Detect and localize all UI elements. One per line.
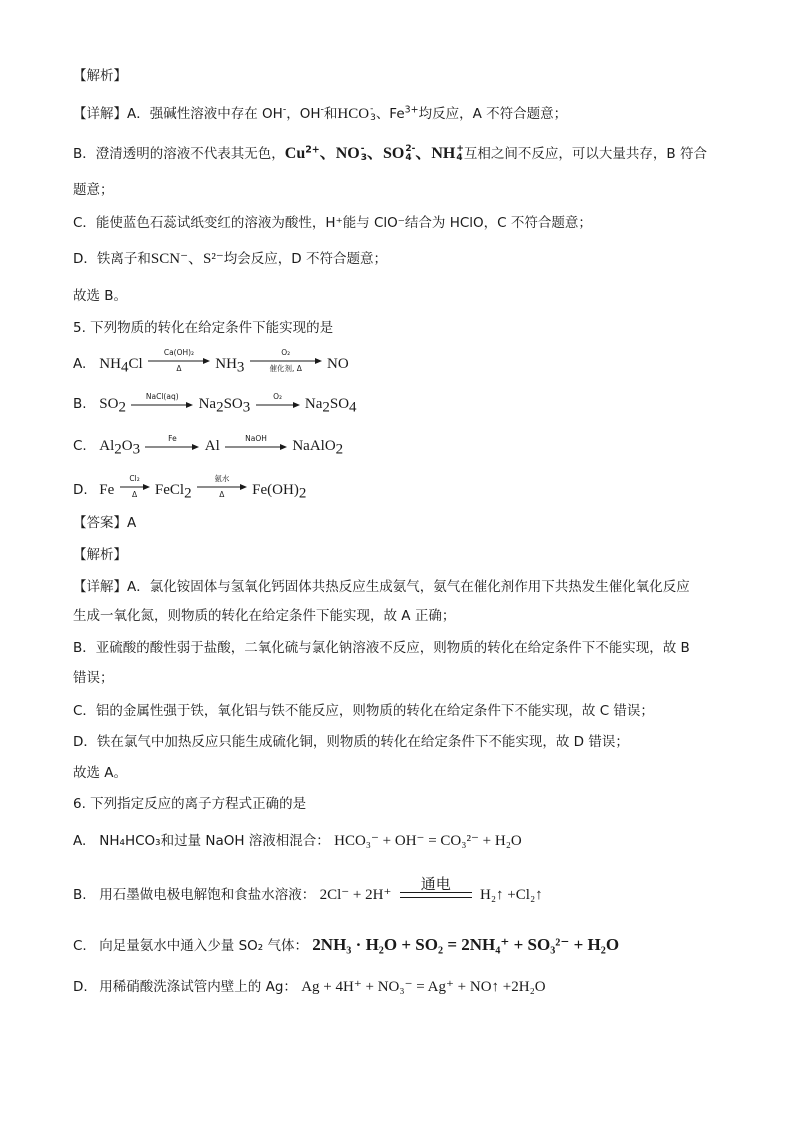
reaction-arrow: NaOH: [225, 435, 287, 451]
q4-detail-c: C．能使蓝色石蕊试纸变红的溶液为酸性，H⁺能与 ClO⁻结合为 HClO，C 不符合题意；: [73, 215, 592, 231]
q6-option-d: D. 用稀硝酸洗涤试管内壁上的 Ag： Ag + 4H⁺ + NO₃⁻ = Ag⁺ + NO↑ +2H₂O: [73, 979, 546, 995]
reaction-arrow: NaCl(aq): [131, 393, 193, 409]
q5-detail-d: D．铁在氯气中加热反应只能生成硫化铜，则物质的转化在给定条件下不能实现，故 D 错误；: [73, 734, 629, 750]
reaction-arrow: Cl₂ Δ: [120, 475, 150, 499]
q5-jiexi-label: 【解析】: [73, 547, 127, 563]
electrolysis-condition: 通电: [400, 876, 472, 898]
q5-option-c: C. $Al_2O_3$ Fe Al NaOH NaAlO$_2$: [73, 434, 344, 458]
q4-detail-b: B．澄清透明的溶液不代表其无色，$Cu^{2+}$、NO - 3 、SO 2- 4 、NH + 4 互相之间不反应，可以大量共存，B 符合: [73, 144, 707, 163]
reaction-arrow: O₂: [256, 393, 300, 409]
q6-option-b: B. 用石墨做电极电解饱和食盐水溶液： 2Cl⁻ + 2H⁺ 通电 H₂↑ +Cl₂↑: [73, 875, 543, 903]
q4-choose: 故选 B。: [73, 288, 128, 304]
q5-detail-b-1: B．亚硫酸的酸性弱于盐酸，二氧化硫与氯化钠溶液不反应，则物质的转化在给定条件下不能实现，故 B: [73, 640, 690, 656]
q5-option-b: B. $SO_2$ NaCl(aq) $Na_2SO_3$ O₂ $Na_2SO_4$: [73, 392, 357, 416]
q4-jiexi-label: 【解析】: [73, 68, 127, 84]
reaction-arrow: O₂ 催化剂, Δ: [250, 349, 322, 373]
q5-option-d: D. Fe Cl₂ Δ FeCl$_2$ 氨水 Δ $Fe(OH)_2$: [73, 474, 307, 502]
q5-answer: 【答案】A: [73, 515, 137, 531]
reaction-arrow: Fe: [145, 435, 199, 451]
q4-detail-b-cont: 题意；: [73, 182, 114, 198]
q5-detail-a-2: 生成一氧化氮，则物质的转化在给定条件下能实现，故 A 正确；: [73, 608, 456, 624]
q6-option-c: C. 向足量氨水中通入少量 SO₂ 气体： 2NH₃ · H₂O + SO₂ = 2NH₄⁺ + SO₃²⁻ + H₂O: [73, 935, 620, 954]
q6-stem: 6. 下列指定反应的离子方程式正确的是: [73, 796, 307, 812]
q5-detail-b-2: 错误；: [73, 670, 114, 686]
q4-detail-a: 【详解】A．强碱性溶液中存在 OH-，OH-和HCO - 3 、$Fe^{3+}$均反应，A 不符合题意；: [73, 104, 568, 123]
q5-detail-c: C．铝的金属性强于铁，氧化铝与铁不能反应，则物质的转化在给定条件下不能实现，故 C 错误；: [73, 703, 654, 719]
reaction-arrow: Ca(OH)₂ Δ: [148, 349, 210, 373]
q5-choose: 故选 A。: [73, 765, 128, 781]
reaction-arrow: 氨水 Δ: [197, 475, 247, 499]
q5-stem: 5. 下列物质的转化在给定条件下能实现的是: [73, 320, 334, 336]
q6-option-a: A. NH₄HCO₃和过量 NaOH 溶液相混合： HCO₃⁻ + OH⁻ = CO₃²⁻ + H₂O: [73, 833, 522, 849]
q5-option-a: A. $NH_4Cl$ Ca(OH)₂ Δ $NH_3$ O₂ 催化剂, Δ NO: [73, 348, 349, 376]
q4-detail-d: D．铁离子和SCN⁻、S²⁻均会反应，D 不符合题意；: [73, 251, 387, 267]
q5-detail-a-1: 【详解】A．氯化铵固体与氢氧化钙固体共热反应生成氨气，氨气在催化剂作用下共热发生催化氧化反应: [73, 579, 690, 595]
